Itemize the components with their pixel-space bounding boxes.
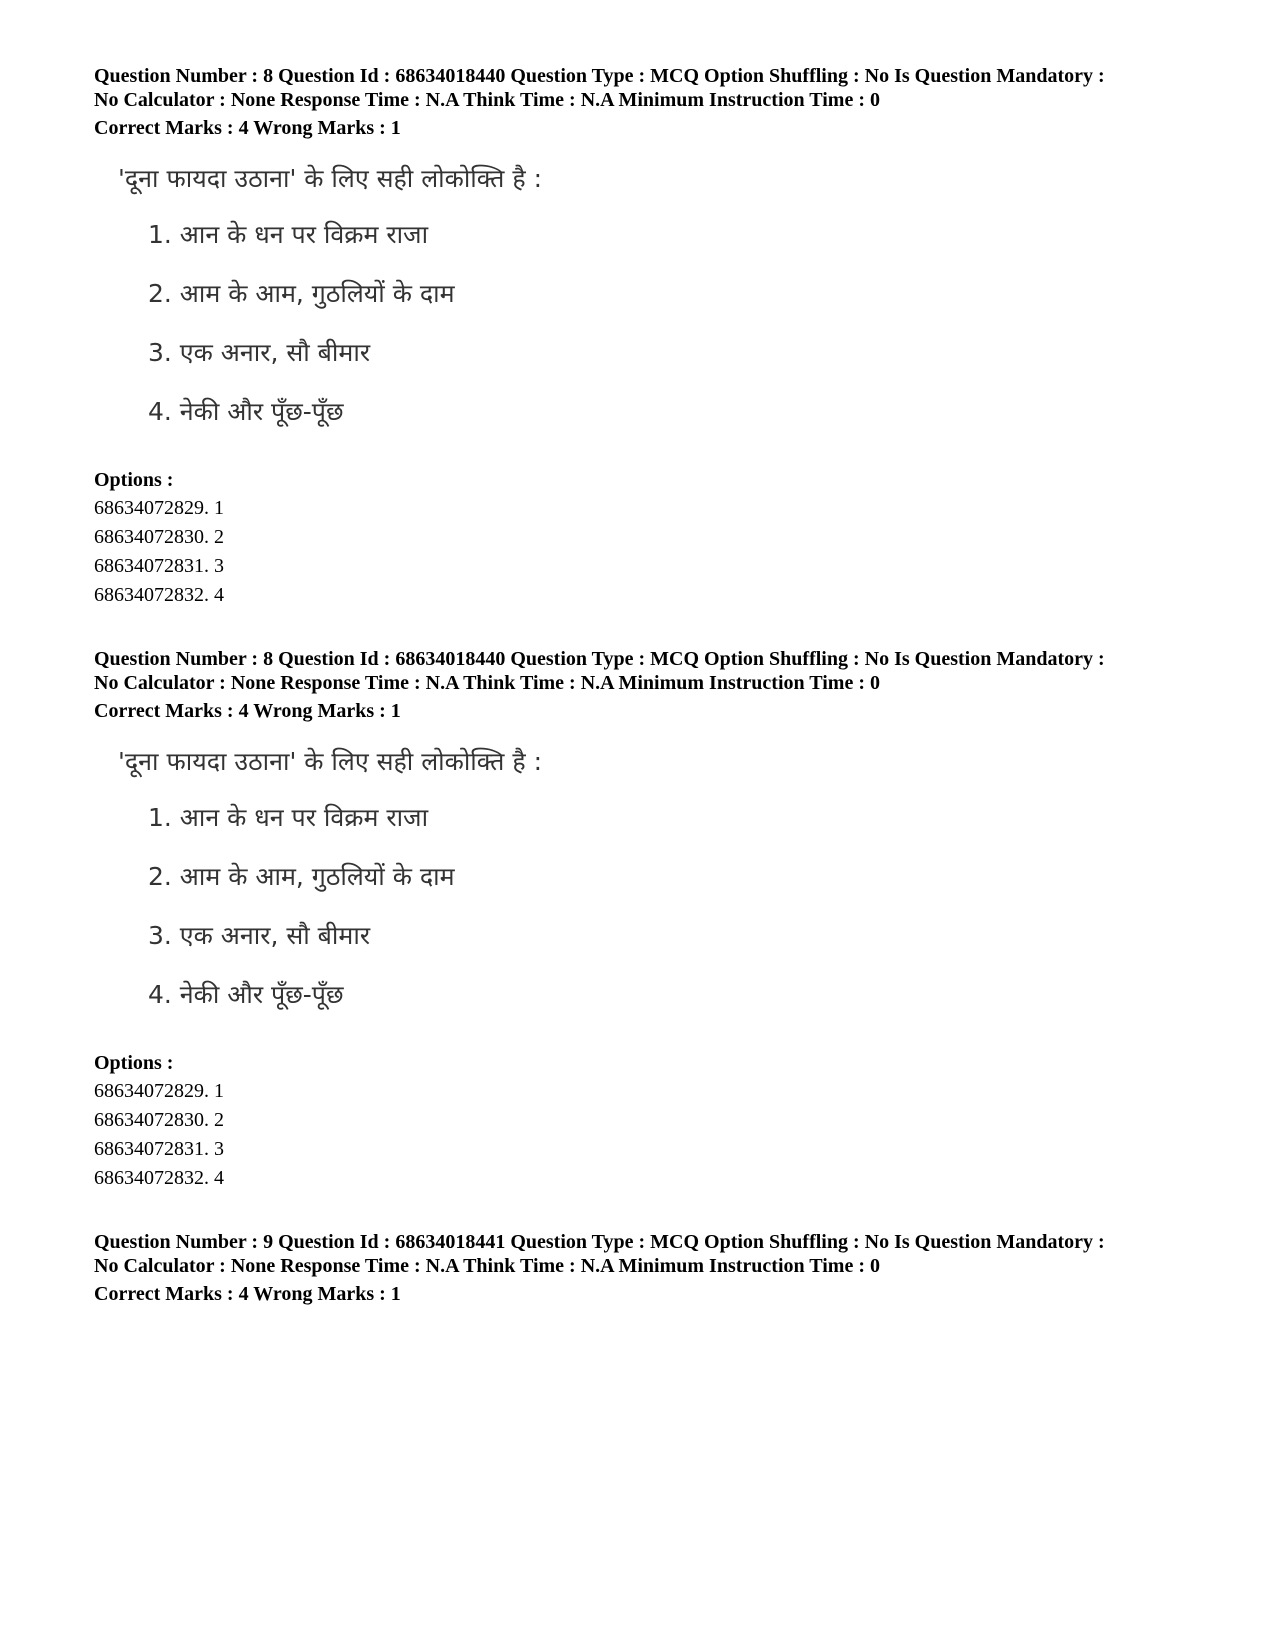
question-meta-line: Question Number : 8 Question Id : 68634018440 Question Type : MCQ Option Shuffling : No Is Question Mandatory : <box>94 65 1105 87</box>
question-block <box>94 647 1194 1193</box>
question-stem: 'दूना फायदा उठाना' के लिए सही लोकोक्ति है : <box>118 747 543 776</box>
question-choice: 2. आम के आम, गुठलियों के दाम <box>148 279 455 308</box>
question-choice: 4. नेकी और पूँछ-पूँछ <box>148 980 344 1009</box>
question-meta-line: Question Number : 9 Question Id : 68634018441 Question Type : MCQ Option Shuffling : No Is Question Mandatory : <box>94 1231 1105 1253</box>
question-content <box>94 745 1194 1045</box>
question-block <box>94 64 1194 610</box>
question-block <box>94 1230 1194 1306</box>
options-label: Options : <box>94 1052 174 1074</box>
question-choice: 1. आन के धन पर विक्रम राजा <box>148 220 429 249</box>
option-item: 68634072832. 4 <box>94 1167 224 1189</box>
question-choice: 4. नेकी और पूँछ-पूँछ <box>148 397 344 426</box>
option-item: 68634072830. 2 <box>94 526 224 548</box>
question-choice: 3. एक अनार, सौ बीमार <box>148 338 371 367</box>
option-item: 68634072832. 4 <box>94 584 224 606</box>
question-choice: 3. एक अनार, सौ बीमार <box>148 921 371 950</box>
question-meta-line: Question Number : 8 Question Id : 68634018440 Question Type : MCQ Option Shuffling : No Is Question Mandatory : <box>94 648 1105 670</box>
option-item: 68634072829. 1 <box>94 1080 224 1102</box>
option-item: 68634072831. 3 <box>94 555 224 577</box>
question-marks: Correct Marks : 4 Wrong Marks : 1 <box>94 117 401 139</box>
option-item: 68634072830. 2 <box>94 1109 224 1131</box>
question-content <box>94 162 1194 462</box>
question-meta-line: No Calculator : None Response Time : N.A Think Time : N.A Minimum Instruction Time : 0 <box>94 1255 880 1277</box>
question-choice: 2. आम के आम, गुठलियों के दाम <box>148 862 455 891</box>
option-item: 68634072829. 1 <box>94 497 224 519</box>
options-list <box>94 494 1194 610</box>
option-item: 68634072831. 3 <box>94 1138 224 1160</box>
question-meta-line: No Calculator : None Response Time : N.A Think Time : N.A Minimum Instruction Time : 0 <box>94 672 880 694</box>
question-stem: 'दूना फायदा उठाना' के लिए सही लोकोक्ति है : <box>118 164 543 193</box>
question-marks: Correct Marks : 4 Wrong Marks : 1 <box>94 700 401 722</box>
question-marks: Correct Marks : 4 Wrong Marks : 1 <box>94 1283 401 1305</box>
question-meta-line: No Calculator : None Response Time : N.A Think Time : N.A Minimum Instruction Time : 0 <box>94 89 880 111</box>
options-list <box>94 1077 1194 1193</box>
question-choice: 1. आन के धन पर विक्रम राजा <box>148 803 429 832</box>
options-label: Options : <box>94 469 174 491</box>
